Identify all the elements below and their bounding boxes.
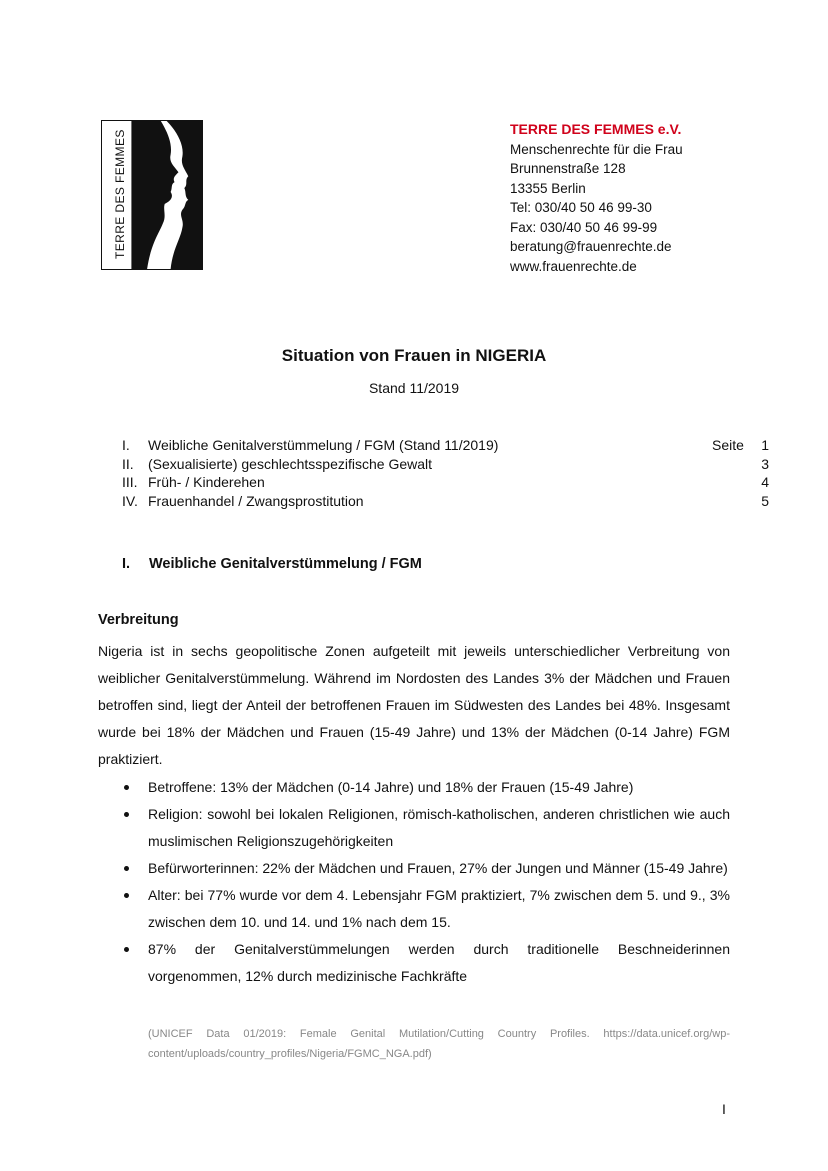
toc-number: II. xyxy=(122,455,134,472)
list-item-text: Alter: bei 77% wurde vor dem 4. Lebensjahr FGM praktiziert, 7% zwischen dem 5. und 9., 3% zwischen dem 10. und 14. und 1% nach dem 15. xyxy=(148,887,730,930)
toc-label: (Sexualisierte) geschlechtsspezifische Gewalt xyxy=(148,455,433,472)
email-address[interactable]: beratung@frauenrechte.de xyxy=(510,239,672,254)
toc-page-number: 1 xyxy=(761,437,769,453)
logo-text: TERRE DES FEMMES xyxy=(113,129,127,259)
address-line: 13355 Berlin xyxy=(510,180,586,196)
toc-page-number: 3 xyxy=(761,455,769,472)
list-item-text: Befürworterinnen: 22% der Mädchen und Frauen, 27% der Jungen und Männer (15-49 Jahre) xyxy=(148,860,728,876)
source-citation: (UNICEF Data 01/2019: Female Genital Mutilation/Cutting Country Profiles. https://data.unicef.org/wp-content/uploads/country_profiles/Nigeria/FGMC_NGA.pdf) xyxy=(148,1028,730,1060)
toc-page-number: 4 xyxy=(761,474,769,490)
toc-number: III. xyxy=(122,474,138,490)
toc-seite-label: Seite xyxy=(712,437,744,453)
bullet-icon xyxy=(124,947,129,952)
toc-label: Weibliche Genitalverstümmelung / FGM (Stand 11/2019) xyxy=(148,437,499,453)
list-item xyxy=(98,801,730,855)
address-line: Menschenrechte für die Frau xyxy=(510,141,683,157)
toc-row[interactable] xyxy=(122,473,772,492)
list-item xyxy=(98,774,730,801)
page-number: I xyxy=(722,1101,726,1117)
toc-number: I. xyxy=(122,437,130,453)
section-number: I. xyxy=(122,556,131,572)
section-title: Weibliche Genitalverstümmelung / FGM xyxy=(149,556,422,572)
toc-row[interactable] xyxy=(122,436,772,455)
section-heading xyxy=(122,556,422,572)
list-item-text: 87% der Genitalverstümmelungen werden durch traditionelle Beschneiderinnen vorgenommen, 12% durch medizinische Fachkräfte xyxy=(148,941,730,984)
document-subtitle: Stand 11/2019 xyxy=(368,380,460,396)
toc-page-number: 5 xyxy=(761,492,769,509)
toc-label: Frauenhandel / Zwangsprostitution xyxy=(148,492,364,509)
toc-label: Früh- / Kinderehen xyxy=(148,474,265,490)
list-item xyxy=(98,882,730,936)
toc-row[interactable] xyxy=(122,455,772,474)
address-line: Brunnenstraße 128 xyxy=(510,161,626,176)
list-item xyxy=(98,855,730,882)
bullet-list xyxy=(98,774,730,990)
website-link[interactable]: www.frauenrechte.de xyxy=(510,258,637,274)
list-item-text: Religion: sowohl bei lokalen Religionen, römisch-katholischen, anderen christlichen wie auch muslimischen Religionszugehörigkeiten xyxy=(148,806,730,849)
list-item-text: Betroffene: 13% der Mädchen (0-14 Jahre) und 18% der Frauen (15-49 Jahre) xyxy=(148,779,634,795)
fax-number: Fax: 030/40 50 46 99-99 xyxy=(510,219,658,235)
address-block xyxy=(510,120,683,276)
bullet-icon xyxy=(124,893,129,898)
body-paragraph: Nigeria ist in sechs geopolitische Zonen aufgeteilt mit jeweils unterschiedlicher Verbreitung von weiblicher Genitalverstümmelung. Während im Nordosten des Landes 3% der Mädchen und Frauen betroffen sind, liegt der Anteil der betroffenen Frauen im Südwesten des Landes bei 48%. Insgesamt wurde bei 18% der Mädchen und Frauen (15-49 Jahre) und 13% der Mädchen (0-14 Jahre) FGM praktiziert. xyxy=(98,643,730,767)
table-of-contents xyxy=(122,436,772,510)
subsection-heading: Verbreitung xyxy=(98,612,179,628)
bullet-icon xyxy=(124,785,129,790)
toc-row[interactable] xyxy=(122,492,772,511)
list-item xyxy=(98,936,730,990)
terre-des-femmes-logo xyxy=(101,120,203,270)
phone-number: Tel: 030/40 50 46 99-30 xyxy=(510,200,652,215)
bullet-icon xyxy=(124,812,129,817)
toc-number: IV. xyxy=(122,492,138,509)
bullet-icon xyxy=(124,866,129,871)
document-title: Situation von Frauen in NIGERIA xyxy=(281,346,547,365)
organization-name: TERRE DES FEMMES e.V. xyxy=(510,121,682,137)
